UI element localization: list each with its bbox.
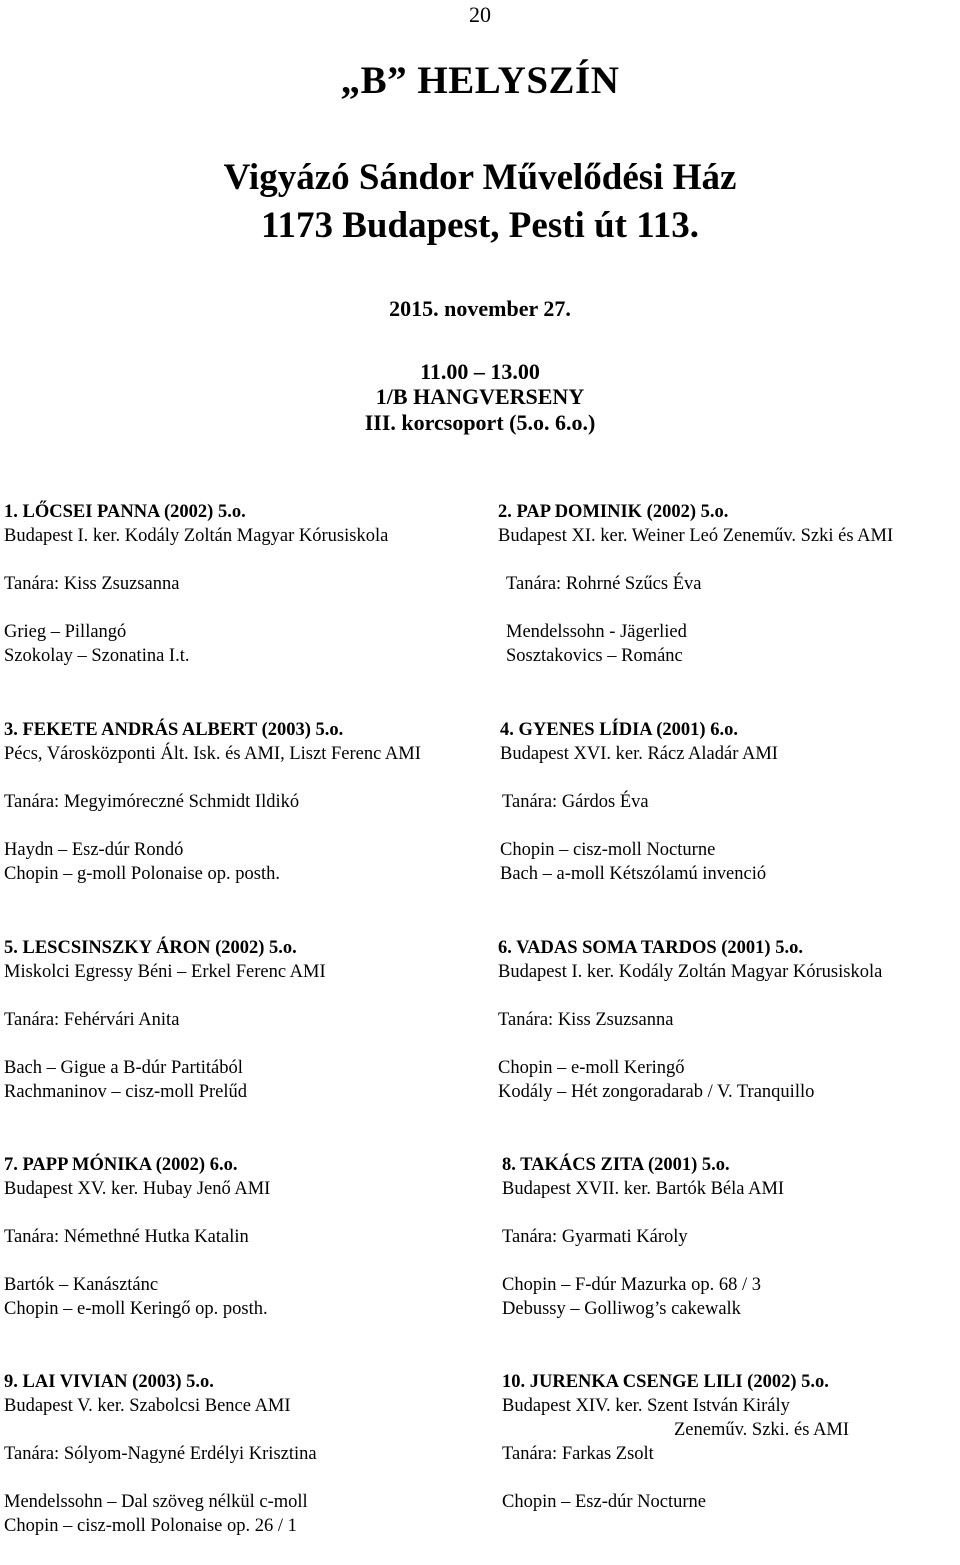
- performer-piece-2: Chopin – e-moll Keringő op. posth.: [4, 1299, 268, 1319]
- performer-teacher: Tanára: Kiss Zsuzsanna: [498, 1010, 674, 1030]
- performer-piece-1: Grieg – Pillangó: [4, 622, 127, 642]
- performer-piece-1: Chopin – e-moll Keringő: [498, 1058, 685, 1078]
- performer-piece-2: Chopin – g-moll Polonaise op. posth.: [4, 864, 280, 884]
- performer-piece-2: Rachmaninov – cisz-moll Prelűd: [4, 1082, 248, 1102]
- performer-entry-7: [4, 1153, 270, 1321]
- performer-school: Budapest XI. ker. Weiner Leó Zeneműv. Szki és AMI: [498, 526, 894, 546]
- venue-address: 1173 Budapest, Pesti út 113.: [261, 205, 699, 246]
- performer-school-continued: Zeneműv. Szki. és AMI: [674, 1420, 850, 1440]
- performer-entry-2: [498, 500, 893, 668]
- performer-piece-1: Mendelssohn – Dal szöveg nélkül c-moll: [4, 1492, 308, 1512]
- performer-entry-3: [4, 718, 421, 886]
- concert-date: 2015. november 27.: [389, 296, 571, 321]
- performer-piece-1: Bartók – Kanásztánc: [4, 1275, 159, 1295]
- performer-entry-4: [498, 718, 778, 886]
- concert-title: 1/B HANGVERSENY: [375, 384, 585, 409]
- performer-name: 7. PAPP MÓNIKA (2002) 6.o.: [4, 1155, 238, 1175]
- performer-teacher: Tanára: Gárdos Éva: [502, 792, 649, 812]
- performer-teacher: Tanára: Gyarmati Károly: [502, 1227, 688, 1247]
- performer-piece-1: Bach – Gigue a B-dúr Partitából: [4, 1058, 243, 1078]
- performer-piece-2: Szokolay – Szonatina I.t.: [4, 646, 190, 666]
- concert-time: 11.00 – 13.00: [420, 359, 540, 384]
- performer-teacher: Tanára: Farkas Zsolt: [502, 1444, 654, 1464]
- performer-teacher: Tanára: Kiss Zsuzsanna: [4, 574, 180, 594]
- performer-school: Budapest XV. ker. Hubay Jenő AMI: [4, 1179, 271, 1199]
- venue-name: Vigyázó Sándor Művelődési Ház: [223, 157, 737, 198]
- performer-entry-5: [4, 936, 326, 1104]
- performer-teacher: Tanára: Némethné Hutka Katalin: [4, 1227, 249, 1247]
- performer-piece-2: Bach – a-moll Kétszólamú invenció: [500, 864, 767, 884]
- performer-entry-9: [4, 1370, 317, 1538]
- performer-name: 10. JURENKA CSENGE LILI (2002) 5.o.: [502, 1372, 829, 1392]
- performer-school: Pécs, Városközponti Ált. Isk. és AMI, Liszt Ferenc AMI: [4, 744, 421, 764]
- page-number: 20: [469, 2, 491, 27]
- performer-name: 9. LAI VIVIAN (2003) 5.o.: [4, 1372, 214, 1392]
- performer-school: Budapest V. ker. Szabolcsi Bence AMI: [4, 1396, 291, 1416]
- age-group: III. korcsoport (5.o. 6.o.): [364, 410, 596, 435]
- performer-entry-8: [502, 1153, 784, 1321]
- performer-name: 1. LŐCSEI PANNA (2002) 5.o.: [4, 502, 246, 522]
- performer-school: Budapest I. ker. Kodály Zoltán Magyar Kórusiskola: [4, 526, 389, 546]
- performer-entry-6: [498, 936, 882, 1104]
- performer-piece-1: Chopin – Esz-dúr Nocturne: [502, 1492, 706, 1512]
- performer-piece-2: Sosztakovics – Románc: [506, 646, 683, 666]
- performer-name: 3. FEKETE ANDRÁS ALBERT (2003) 5.o.: [4, 720, 344, 740]
- performer-school: Budapest XVII. ker. Bartók Béla AMI: [502, 1179, 785, 1199]
- performer-piece-2: Debussy – Golliwog’s cakewalk: [502, 1299, 741, 1319]
- performer-school: Budapest XIV. ker. Szent István Király: [502, 1396, 790, 1416]
- performer-entry-1: [4, 500, 388, 668]
- performer-school: Budapest XVI. ker. Rácz Aladár AMI: [500, 744, 778, 764]
- venue-title: „B” HELYSZÍN: [340, 59, 620, 102]
- performer-piece-1: Mendelssohn - Jägerlied: [506, 622, 687, 642]
- performer-school: Miskolci Egressy Béni – Erkel Ferenc AMI: [4, 962, 326, 982]
- performer-teacher: Tanára: Sólyom-Nagyné Erdélyi Krisztina: [4, 1444, 317, 1464]
- performer-piece-2: Chopin – cisz-moll Polonaise op. 26 / 1: [4, 1516, 297, 1536]
- performer-name: 2. PAP DOMINIK (2002) 5.o.: [498, 502, 729, 522]
- performer-piece-1: Chopin – cisz-moll Nocturne: [500, 840, 716, 860]
- performer-piece-1: Chopin – F-dúr Mazurka op. 68 / 3: [502, 1275, 761, 1295]
- performer-teacher: Tanára: Fehérvári Anita: [4, 1010, 180, 1030]
- performer-name: 6. VADAS SOMA TARDOS (2001) 5.o.: [498, 938, 803, 958]
- performer-entry-10: [502, 1370, 849, 1514]
- performer-school: Budapest I. ker. Kodály Zoltán Magyar Kórusiskola: [498, 962, 883, 982]
- performer-teacher: Tanára: Rohrné Szűcs Éva: [506, 574, 702, 594]
- performer-piece-2: Kodály – Hét zongoradarab / V. Tranquillo: [498, 1082, 815, 1102]
- performer-name: 4. GYENES LÍDIA (2001) 6.o.: [500, 720, 738, 740]
- performer-name: 8. TAKÁCS ZITA (2001) 5.o.: [502, 1155, 730, 1175]
- performer-name: 5. LESCSINSZKY ÁRON (2002) 5.o.: [4, 938, 297, 958]
- performer-teacher: Tanára: Megyimóreczné Schmidt Ildikó: [4, 792, 300, 812]
- performer-piece-1: Haydn – Esz-dúr Rondó: [4, 840, 184, 860]
